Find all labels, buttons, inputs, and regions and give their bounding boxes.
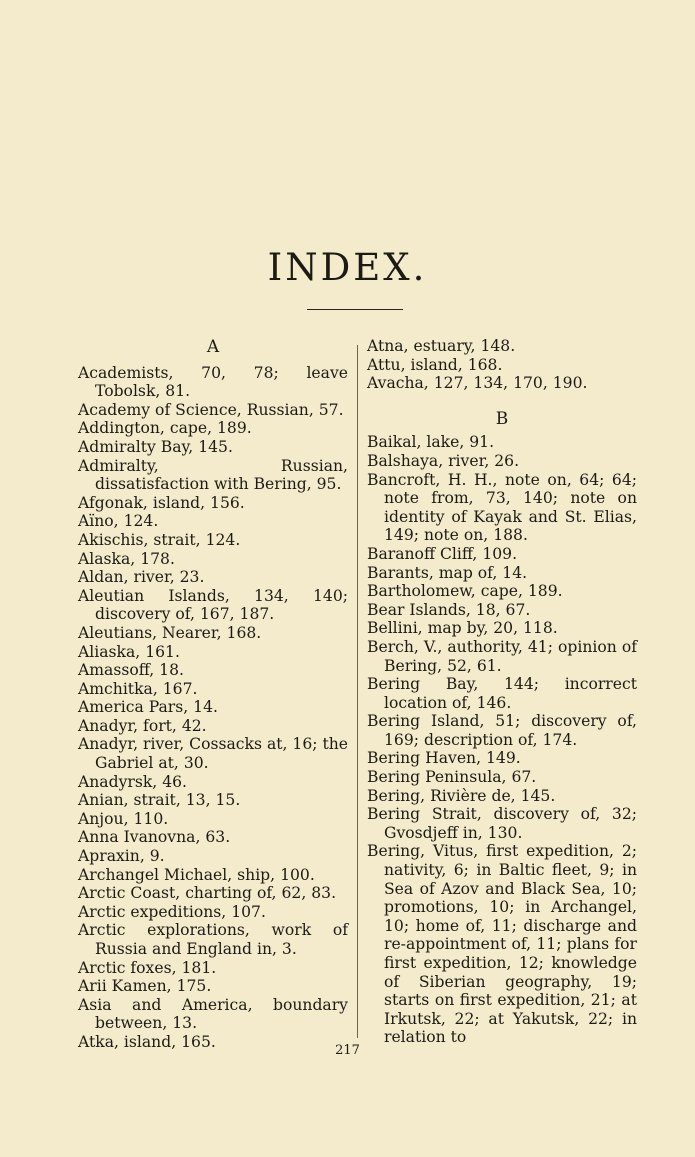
index-column-left [78, 337, 348, 1052]
index-entry: Archangel Michael, ship, 100. [78, 865, 315, 884]
index-entry: Anjou, 110. [78, 809, 169, 828]
index-entry: Avacha, 127, 134, 170, 190. [367, 374, 588, 393]
index-entry: America Pars, 14. [78, 698, 218, 717]
index-entry: Bering, Vitus, first expedition, 2; nativity, 6; in Baltic fleet, 9; in Sea of Azov and Black Sea, 10; promotions, 10; in Archangel, 10; home of, 11; discharge and re-appointment of, 11; plans for first expedition, 12; knowledge of Siberian geography, 19; starts on first expedition, 21; at Irkutsk, 22; at Yakutsk, 22; in relation to [367, 842, 637, 1047]
title-rule [307, 309, 403, 310]
index-entry: Baranoff Cliff, 109. [367, 544, 518, 563]
index-entry: Bering Bay, 144; incorrect location of, 146. [367, 675, 637, 712]
index-entry: Bering Strait, discovery of, 32; Gvosdjeff in, 130. [367, 805, 637, 842]
index-entry: Barants, map of, 14. [367, 563, 528, 582]
index-entry: Arii Kamen, 175. [78, 977, 212, 996]
index-entry: Atna, estuary, 148. [367, 337, 516, 355]
index-entry: Arctic explorations, work of Russia and England in, 3. [78, 921, 348, 958]
index-entry-list [367, 337, 637, 393]
index-entry: Arctic expeditions, 107. [78, 902, 266, 921]
index-entry: Bear Islands, 18, 67. [367, 600, 531, 619]
index-entry: Amchitka, 167. [78, 679, 198, 698]
column-divider [357, 345, 358, 1038]
index-entry: Balshaya, river, 26. [367, 451, 520, 470]
index-entry: Arctic Coast, charting of, 62, 83. [78, 884, 337, 903]
index-entry: Apraxin, 9. [78, 847, 165, 866]
index-entry: Asia and America, boundary between, 13. [78, 995, 348, 1033]
index-entry: Bellini, map by, 20, 118. [367, 619, 558, 638]
index-entry: Aliaska, 161. [78, 642, 180, 661]
index-entry: Admiralty Bay, 145. [78, 437, 233, 456]
index-entry: Afgonak, island, 156. [78, 493, 245, 512]
index-entry: Atka, island, 165. [78, 1032, 216, 1051]
page-number: 217 [335, 1043, 360, 1058]
index-entry-list [367, 433, 637, 1047]
index-column-right [367, 337, 637, 1047]
index-entry: Addington, cape, 189. [78, 419, 252, 438]
index-entry: Anian, strait, 13, 15. [78, 791, 241, 810]
index-entry-list [78, 364, 348, 1052]
index-entry: Aleutian Islands, 134, 140; discovery of, 167, 187. [78, 586, 348, 624]
index-entry: Anadyr, river, Cossacks at, 16; the Gabriel at, 30. [78, 735, 349, 773]
index-entry: Anadyrsk, 46. [78, 772, 188, 791]
index-entry: Academy of Science, Russian, 57. [78, 400, 344, 419]
index-entry: Aldan, river, 23. [78, 568, 205, 587]
index-entry: Attu, island, 168. [367, 355, 503, 374]
index-entry: Amassoff, 18. [78, 661, 184, 680]
index-entry: Berch, V., authority, 41; opinion of Bering, 52, 61. [367, 637, 637, 675]
index-entry: Anadyr, fort, 42. [78, 716, 207, 735]
index-entry: Anna Ivanovna, 63. [78, 828, 231, 847]
index-entry: Aleutians, Nearer, 168. [78, 623, 262, 642]
index-entry: Bering Haven, 149. [367, 749, 521, 768]
index-entry: Arctic foxes, 181. [78, 958, 217, 977]
index-entry: Bering Peninsula, 67. [367, 768, 537, 787]
section-letter-b: B [495, 408, 509, 429]
page-title: INDEX. [267, 246, 428, 289]
index-entry: Baikal, lake, 91. [367, 433, 495, 452]
index-entry: Admiralty, Russian, dissatisfaction with Bering, 95. [78, 456, 348, 494]
index-entry: Bering, Rivière de, 145. [367, 786, 556, 805]
index-entry: Bartholomew, cape, 189. [367, 582, 563, 601]
index-entry: Academists, 70, 78; leave Tobolsk, 81. [78, 363, 348, 401]
section-letter-a: A [206, 337, 220, 357]
index-entry: Aïno, 124. [78, 512, 159, 531]
index-entry: Alaska, 178. [78, 549, 175, 568]
index-entry: Akischis, strait, 124. [78, 530, 241, 549]
index-entry: Bancroft, H. H., note on, 64; 64; note from, 73, 140; note on identity of Kayak and St. Elias, 149; note on, 188. [367, 470, 637, 545]
index-entry: Bering Island, 51; discovery of, 169; description of, 174. [367, 712, 637, 749]
